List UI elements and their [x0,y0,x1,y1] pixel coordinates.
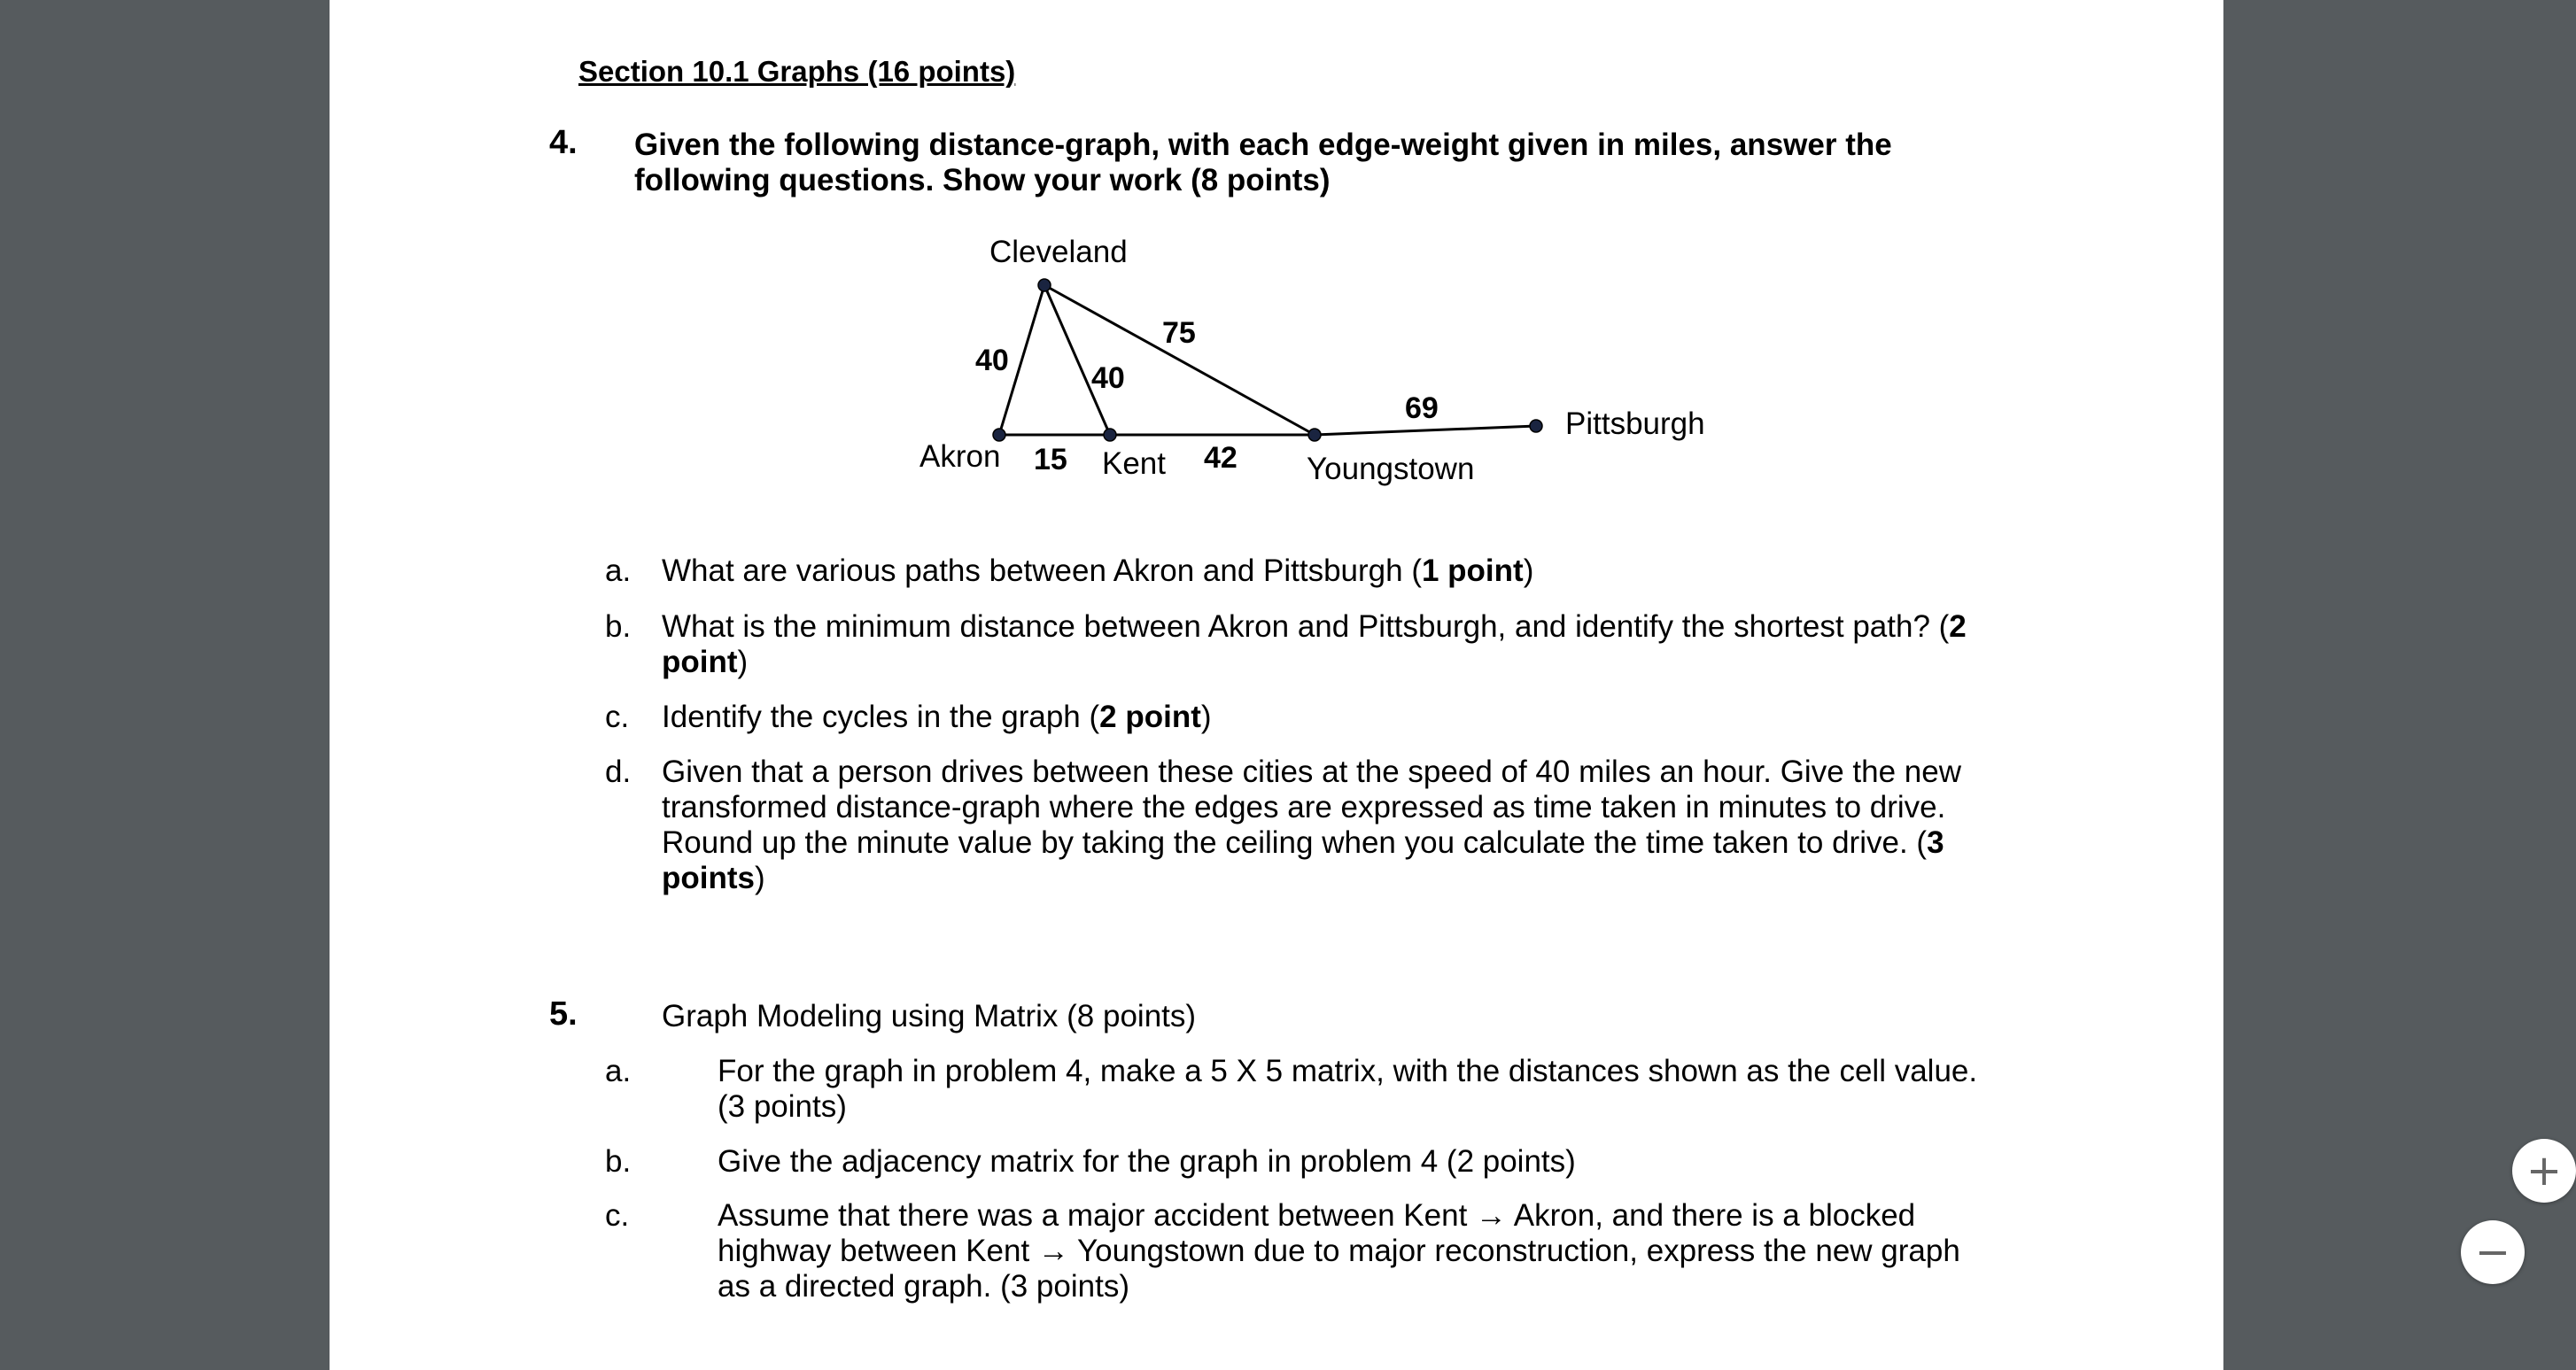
weight-cleveland-youngstown: 75 [1162,316,1196,350]
question-4d-text [662,755,2079,896]
edge-youngstown-pittsburgh [1315,426,1536,435]
question-4b-pre: What is the minimum distance between Akron and Pittsburgh, and identify the shortest path? ( [662,609,1950,644]
question-5a-marker: a. [605,1054,632,1088]
question-4d-line-3: Round up the minute value by taking the ceiling when you calculate the time taken to drive. ( [662,825,1928,860]
node-pittsburgh [1530,420,1542,432]
question-5b-text [718,1144,2135,1180]
document-page [330,0,2223,1370]
node-label-pittsburgh: Pittsburgh [1565,406,1705,441]
zoom-in-button[interactable] [2512,1139,2576,1203]
question-4b-post: ) [737,645,749,679]
node-kent [1104,429,1116,441]
question-4c-post: ) [1200,700,1212,734]
question-4d-post: ) [754,861,765,895]
node-label-akron: Akron [919,439,1001,474]
question-4a-points: 1 point [1421,553,1524,588]
zoom-out-button[interactable] [2461,1220,2525,1284]
question-5a-line-1: For the graph in problem 4, make a 5 X 5 matrix, with the distances shown as the cell value. [718,1054,1978,1088]
question-4-number: 4. [549,124,578,161]
question-5-title: Graph Modeling using Matrix (8 points) [662,999,1197,1033]
distance-graph [330,0,2223,531]
node-cleveland [1038,279,1051,291]
question-5-number: 5. [549,995,578,1033]
weight-youngstown-pittsburgh: 69 [1405,391,1439,425]
weight-kent-youngstown: 42 [1204,441,1238,475]
question-4d-points-word: points [662,861,755,895]
plus-icon: + [2526,1146,2563,1196]
edge-cleveland-youngstown [1044,285,1315,435]
weight-cleveland-kent: 40 [1091,361,1125,395]
edge-cleveland-kent [1044,285,1110,435]
question-4a-marker: a. [605,553,632,588]
node-label-kent: Kent [1102,446,1166,481]
question-5c-marker: c. [605,1198,630,1233]
question-4b-marker: b. [605,609,632,644]
question-5b-line-1: Give the adjacency matrix for the graph in problem 4 (2 points) [718,1144,1576,1179]
question-5c-text [718,1198,2135,1304]
question-5c-line-1: Assume that there was a major accident between Kent → Akron, and there is a blocked [718,1198,1916,1233]
question-4d-points-num: 3 [1927,825,1944,860]
question-4c-text [662,700,2079,735]
weight-cleveland-akron: 40 [975,344,1009,377]
node-youngstown [1308,429,1321,441]
question-5b-marker: b. [605,1144,632,1179]
question-4d-line-2: transformed distance-graph where the edges are expressed as time taken in minutes to drive. [662,790,1946,824]
minus-icon: − [2474,1227,2511,1277]
question-5c-line-3: as a directed graph. (3 points) [718,1269,1129,1304]
question-4-line-1: Given the following distance-graph, with each edge-weight given in miles, answer the [634,128,1892,162]
question-4a-post: ) [1523,553,1534,588]
node-label-cleveland: Cleveland [989,235,1128,269]
question-4c-marker: c. [605,700,630,734]
question-4-line-2: following questions. Show your work (8 points) [634,163,1331,197]
question-4b-points-word: point [662,645,738,679]
node-label-youngstown: Youngstown [1307,452,1475,486]
section-title: Section 10.1 Graphs (16 points) [578,55,1016,88]
question-4b-text [662,609,2079,680]
question-4d-marker: d. [605,755,632,789]
question-4d-line-1: Given that a person drives between these cities at the speed of 40 miles an hour. Give the new [662,755,1961,789]
question-4a-text [662,553,2079,589]
question-5a-text [718,1054,2135,1125]
question-4a-pre: What are various paths between Akron and Pittsburgh ( [662,553,1422,588]
weight-akron-kent: 15 [1034,443,1067,476]
question-4c-points: 2 point [1099,700,1201,734]
question-5c-line-2: highway between Kent → Youngstown due to major reconstruction, express the new graph [718,1234,1960,1268]
question-4b-points-num: 2 [1949,609,1967,644]
question-5a-line-2: (3 points) [718,1089,847,1124]
question-4c-pre: Identify the cycles in the graph ( [662,700,1100,734]
